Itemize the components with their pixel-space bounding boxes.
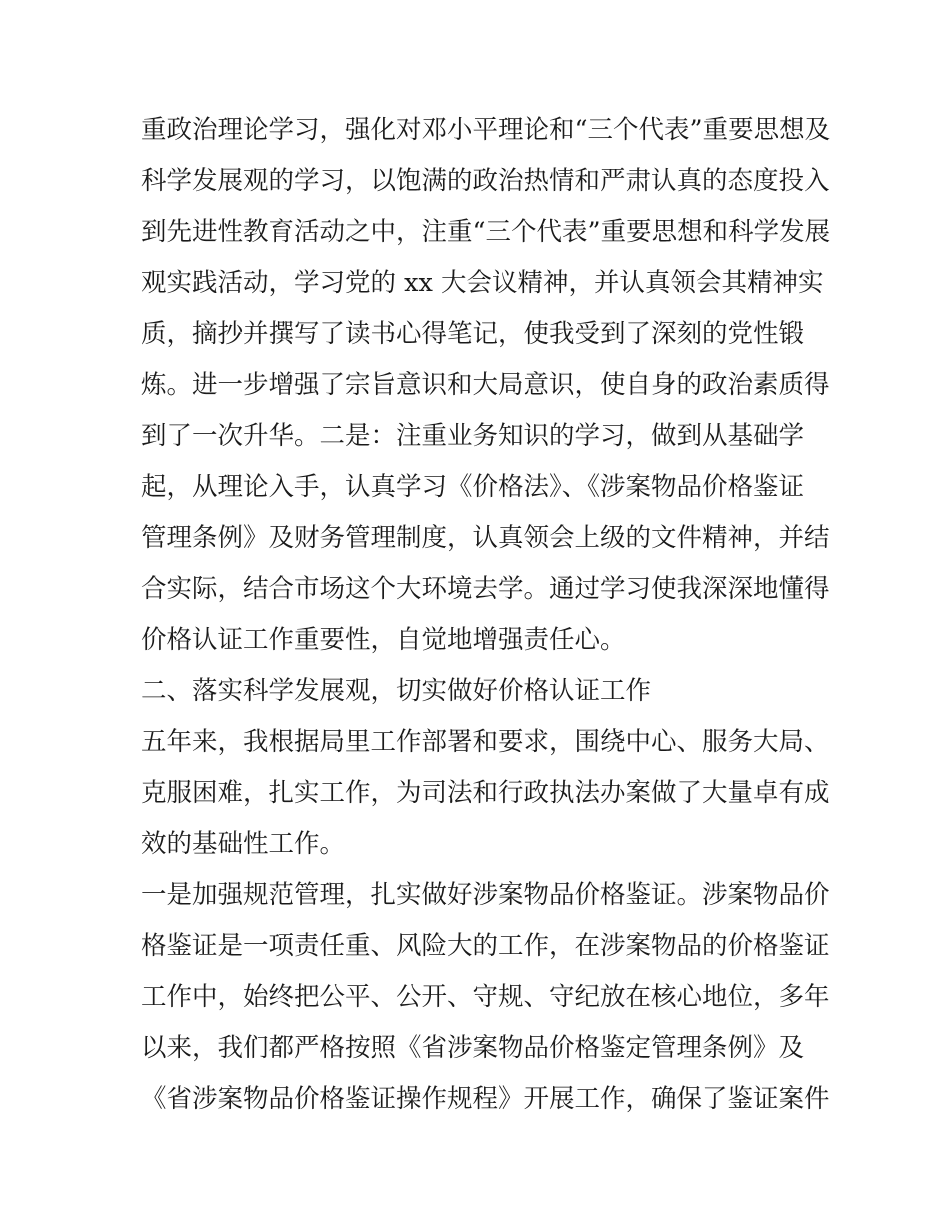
text-line: 科学发展观的学习，以饱满的政治热情和严肃认真的态度投入 xyxy=(141,166,830,196)
text-line: 一是加强规范管理，扎实做好涉案物品价格鉴证。涉案物品价 xyxy=(141,880,830,910)
text-line: 价格认证工作重要性，自觉地增强责任心。 xyxy=(141,625,626,655)
text-line: 到了一次升华。二是：注重业务知识的学习，做到从基础学 xyxy=(141,421,805,451)
body-text xyxy=(141,105,831,1125)
text-line: 到先进性教育活动之中，注重“三个代表”重要思想和科学发展 xyxy=(141,217,831,247)
text-line: 《省涉案物品价格鉴证操作规程》开展工作，确保了鉴证案件 xyxy=(141,1084,830,1114)
text-line: 五年来，我根据局里工作部署和要求，围绕中心、服务大局、 xyxy=(141,727,830,757)
text-line: 炼。进一步增强了宗旨意识和大局意识，使自身的政治素质得 xyxy=(141,370,830,400)
text-line: 以来，我们都严格按照《省涉案物品价格鉴定管理条例》及 xyxy=(141,1033,805,1063)
text-line: 格鉴证是一项责任重、风险大的工作，在涉案物品的价格鉴证 xyxy=(141,931,830,961)
text-line: 质，摘抄并撰写了读书心得笔记，使我受到了深刻的党性锻 xyxy=(141,319,805,349)
text-line: 起，从理论入手，认真学习《价格法》、《涉案物品价格鉴证 xyxy=(141,472,805,502)
text-line: 工作中，始终把公平、公开、守规、守纪放在核心地位，多年 xyxy=(141,982,830,1012)
text-line: 观实践活动，学习党的 xx 大会议精神，并认真领会其精神实 xyxy=(141,268,824,298)
text-line: 合实际，结合市场这个大环境去学。通过学习使我深深地懂得 xyxy=(141,574,830,604)
text-line: 重政治理论学习，强化对邓小平理论和“三个代表”重要思想及 xyxy=(141,115,831,145)
text-line: 效的基础性工作。 xyxy=(141,829,346,859)
section-heading: 二、落实科学发展观，切实做好价格认证工作 xyxy=(141,676,652,706)
text-line: 克服困难，扎实工作，为司法和行政执法办案做了大量卓有成 xyxy=(141,778,830,808)
text-line: 管理条例》及财务管理制度，认真领会上级的文件精神，并结 xyxy=(141,523,830,553)
